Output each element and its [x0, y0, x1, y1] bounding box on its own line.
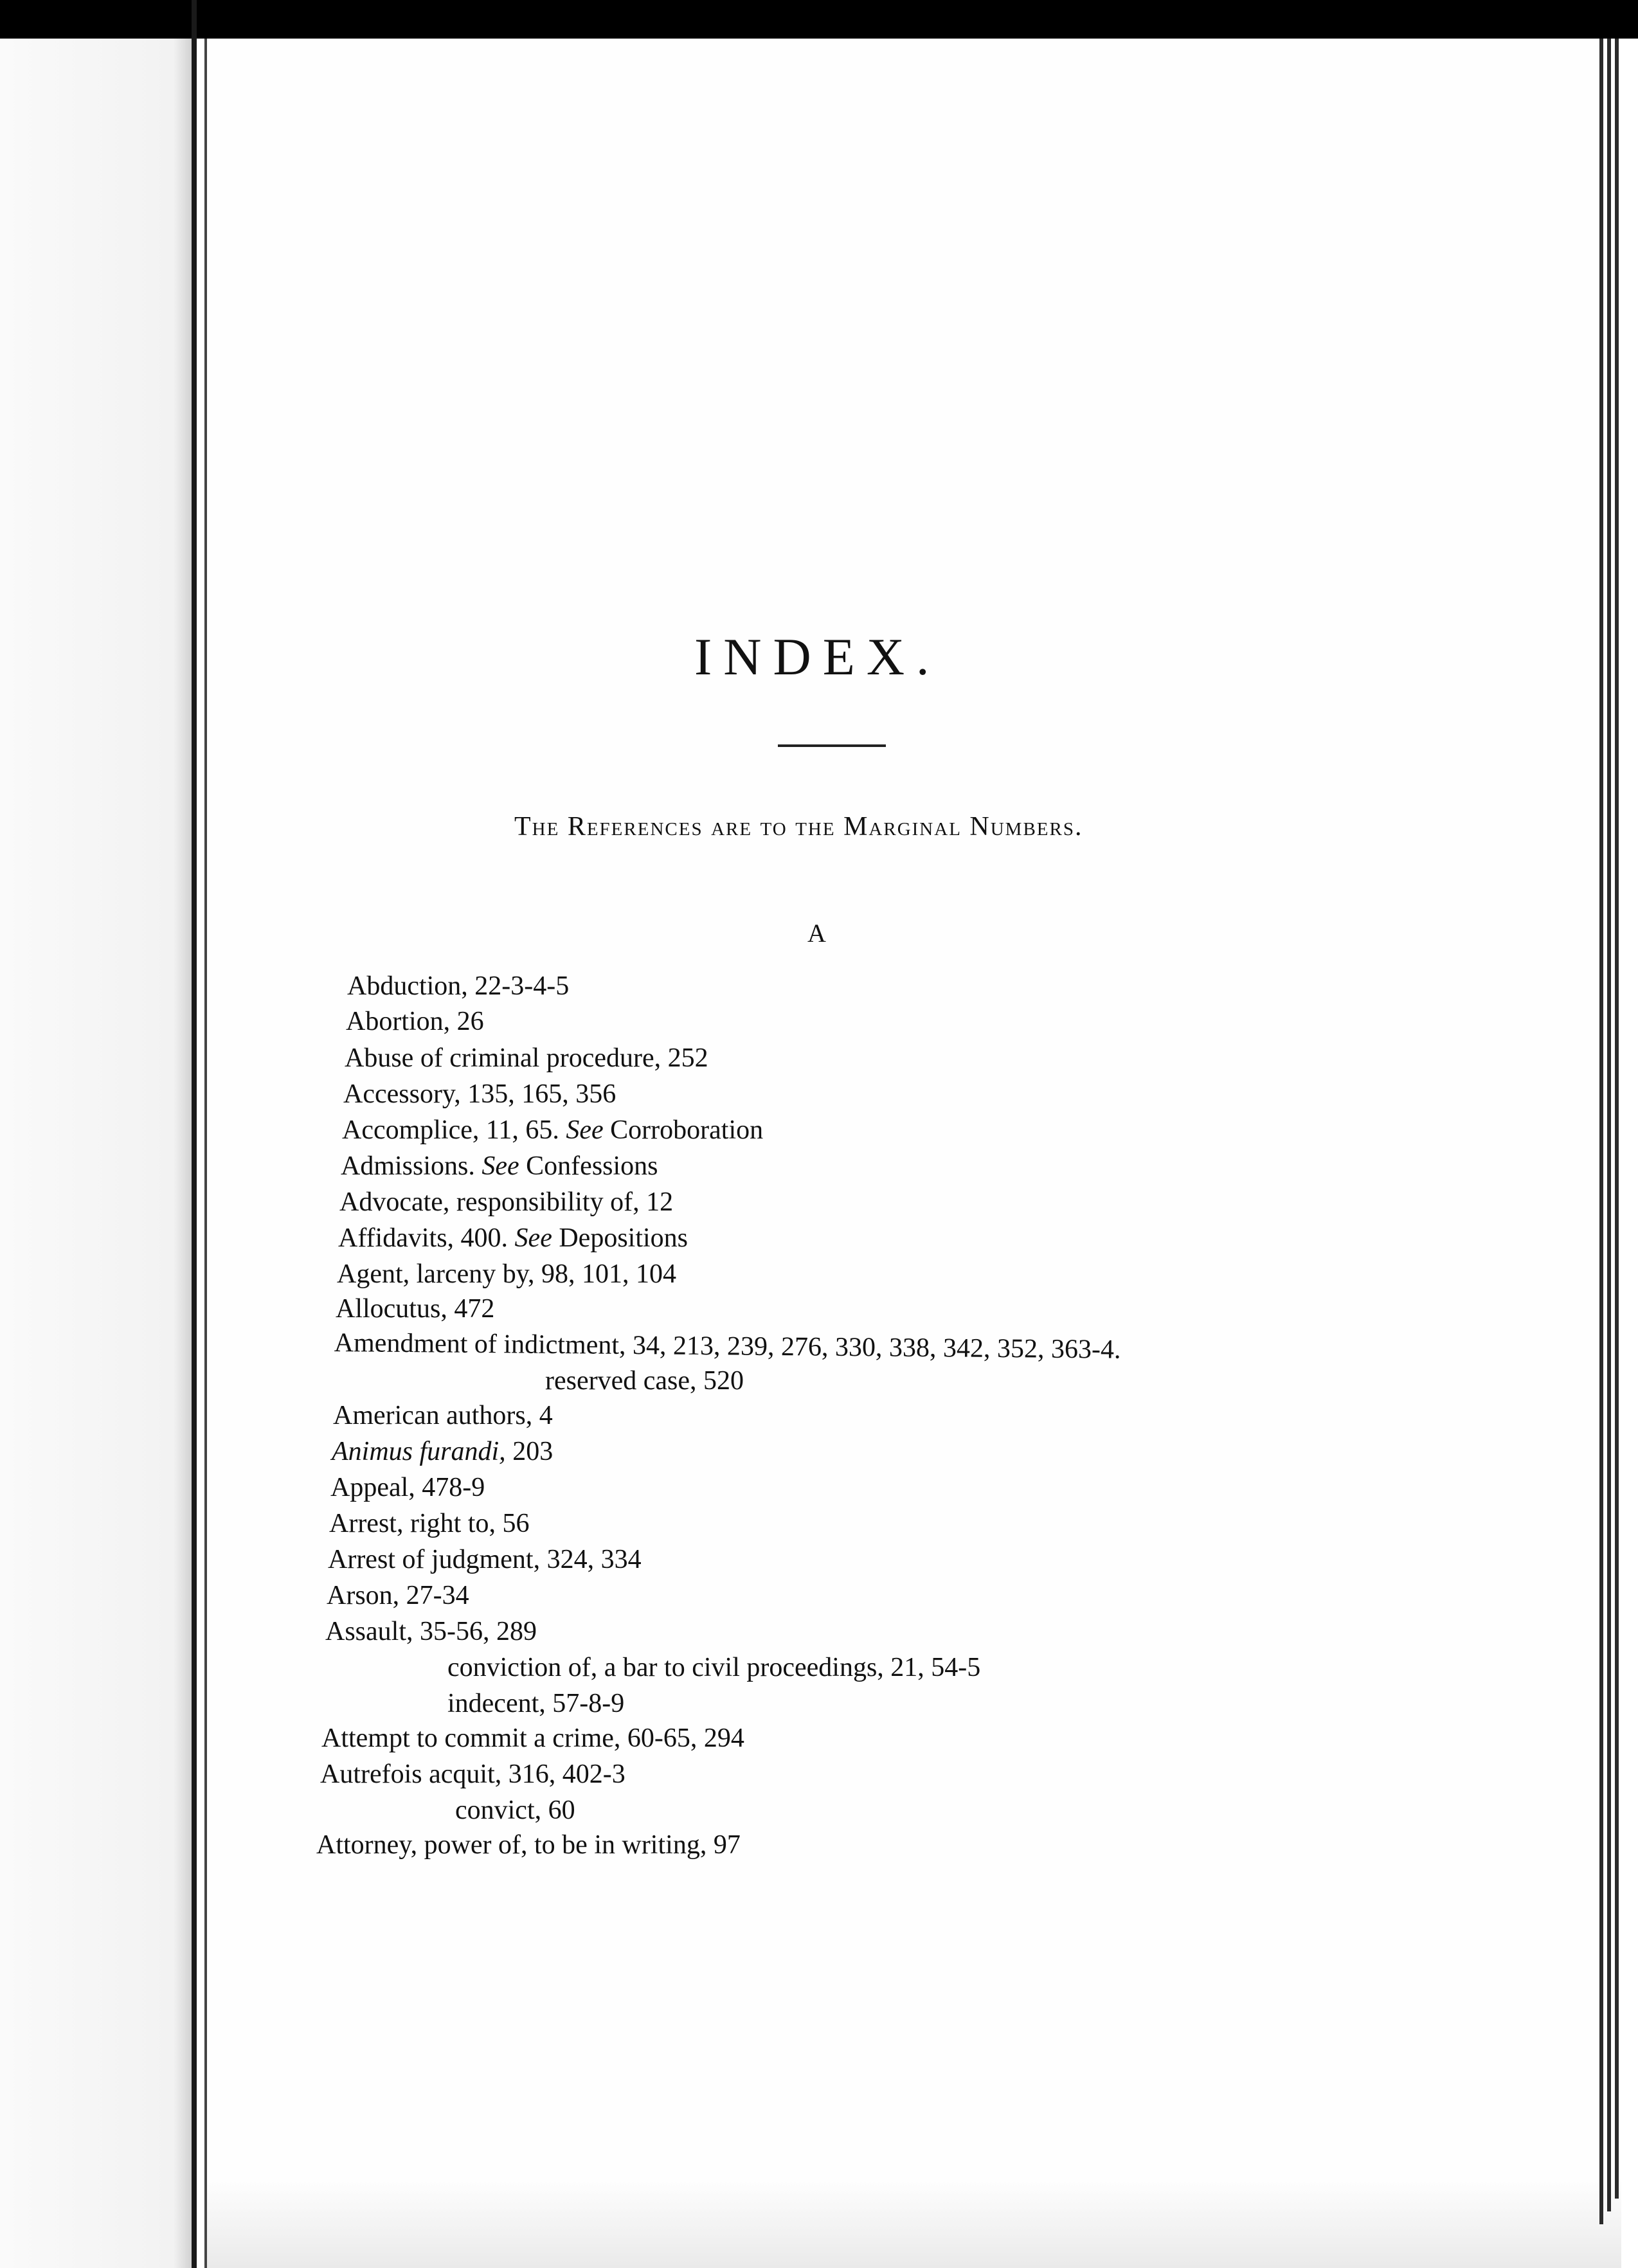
index-entry: Animus furandi, 203 [332, 1437, 554, 1466]
page-title: INDEX. [694, 627, 941, 686]
index-subentry: reserved case, 520 [545, 1366, 744, 1396]
page-bottom-shadow [207, 2179, 1621, 2268]
index-subentry: conviction of, a bar to civil proceedings, 21, 54-5 [447, 1653, 981, 1682]
index-subtitle: The References are to the Marginal Numbers. [514, 812, 1083, 842]
section-letter: A [807, 919, 826, 948]
gutter-shadow [192, 0, 197, 2268]
index-subentry: convict, 60 [455, 1796, 575, 1825]
facing-page [0, 39, 193, 2268]
index-entry: Arrest, right to, 56 [329, 1509, 530, 1538]
page-edge-stack [1615, 39, 1619, 2199]
index-entry: Amendment of indictment, 34, 213, 239, 276, 330, 338, 342, 352, 363-4. [334, 1328, 1121, 1365]
index-entry: Accessory, 135, 165, 356 [343, 1079, 616, 1109]
index-entry: Abduction, 22-3-4-5 [347, 971, 570, 1001]
index-entry: Advocate, responsibility of, 12 [339, 1187, 674, 1217]
index-entry: Abortion, 26 [346, 1007, 484, 1036]
index-entry: Arson, 27-34 [327, 1581, 469, 1610]
title-rule [778, 744, 886, 747]
index-entry: Accomplice, 11, 65. See Corroboration [342, 1115, 764, 1145]
index-entry: Arrest of judgment, 324, 334 [328, 1545, 642, 1574]
index-entry: Allocutus, 472 [336, 1294, 495, 1324]
index-entry: Assault, 35-56, 289 [325, 1617, 537, 1646]
index-entry: Appeal, 478-9 [330, 1473, 485, 1502]
index-entry: Abuse of criminal procedure, 252 [345, 1043, 708, 1073]
scan-border-top [0, 0, 1638, 39]
index-entry: Affidavits, 400. See Depositions [338, 1223, 688, 1253]
index-entry: Attorney, power of, to be in writing, 97 [316, 1830, 741, 1860]
index-subentry: indecent, 57-8-9 [447, 1689, 625, 1718]
index-entry: Attempt to commit a crime, 60-65, 294 [321, 1724, 744, 1753]
page-edge-stack [1599, 39, 1603, 2224]
index-entry: Autrefois acquit, 316, 402-3 [320, 1760, 626, 1789]
page-edge-stack [1607, 39, 1611, 2211]
index-entry: Agent, larceny by, 98, 101, 104 [337, 1259, 676, 1289]
index-entry: Admissions. See Confessions [341, 1151, 658, 1181]
index-entry: American authors, 4 [333, 1401, 553, 1430]
